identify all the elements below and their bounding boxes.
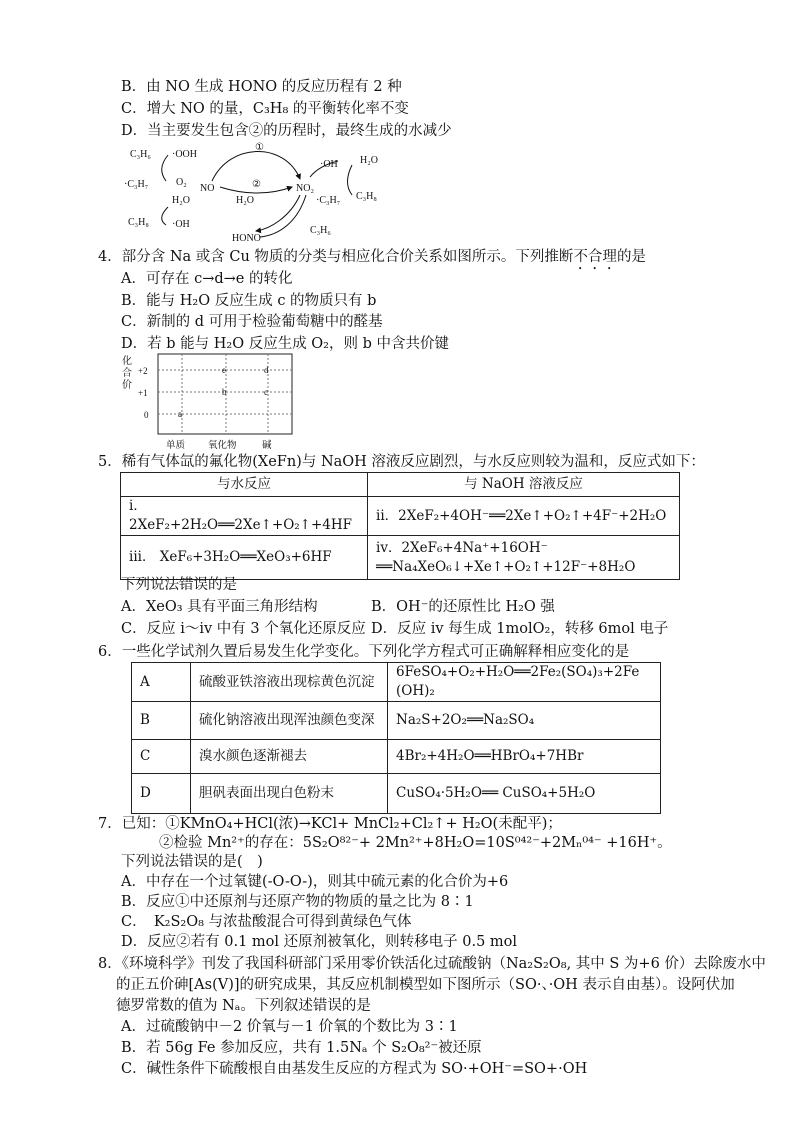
c3h8-right-label: C₃H₈ — [356, 191, 377, 202]
q6-phenomenon-a: 硫酸亚铁溶液出现棕黄色沉淀 — [191, 663, 388, 702]
q5-reaction-ii: ii．2XeF₂+4OH⁻══2Xe↑+O₂↑+4F⁻+2H₂O — [368, 497, 680, 536]
q7-line-1: 7．已知：①KMnO₄+HCl(浓)→KCl+ MnCl₂+Cl₂↑+ H₂O(未配平)； — [98, 816, 562, 832]
q4-option-b: B．能与 H₂O 反应生成 c 的物质只有 b — [121, 293, 377, 309]
q4-valence-chart — [118, 352, 298, 452]
q5-ask: 下列说法错误的是 — [121, 577, 237, 593]
q5-option-d: D．反应 iv 每生成 1molO₂，转移 6mol 电子 — [371, 621, 669, 637]
point-d: d — [264, 365, 269, 375]
q6-stem: 6．一些化学试剂久置后易发生化学变化。下列化学方程式可正确解释相应变化的是 — [98, 644, 630, 660]
q8-line-3: 德罗常数的值为 Nₐ。下列叙述错误的是 — [116, 998, 371, 1014]
q6-key-d: D — [132, 774, 191, 814]
q6-key-a: A — [132, 663, 191, 702]
q8-option-c: C．碱性条件下硫酸根自由基发生反应的方程式为 SO·+OH⁻=SO+·OH — [121, 1061, 588, 1077]
h2o-mid-label: H₂O — [236, 195, 254, 206]
ooh-label: ·OOH — [172, 149, 197, 160]
q5-option-a: A．XeO₃ 具有平面三角形结构 — [121, 599, 318, 615]
q3-option-d: D．当主要发生包含②的历程时，最终生成的水减少 — [121, 123, 452, 139]
tick-plus2: +2 — [138, 366, 148, 376]
q7-option-a: A．中存在一个过氧键(-O-O-)，则其中硫元素的化合价为+6 — [121, 874, 509, 890]
chart-y-title — [122, 354, 132, 391]
point-c: c — [264, 387, 268, 397]
h2o-right-label: H₂O — [360, 155, 378, 166]
q7-line-2: ②检验 Mn²⁺的存在：5S₂O⁸²⁻+ 2Mn²⁺+8H₂O=10S⁰⁴²⁻+2Mₙ⁰⁴⁻ +16H⁺。 — [159, 835, 672, 851]
circled-1: ① — [255, 142, 264, 153]
o2-label: O₂ — [176, 177, 187, 188]
q5-reaction-iii: iii． XeF₆+3H₂O══XeO₃+6HF — [121, 536, 368, 580]
q3-option-c: C．增大 NO 的量，C₃H₈ 的平衡转化率不变 — [121, 101, 409, 117]
q7-ask: 下列说法错误的是( ) — [121, 854, 263, 870]
q6-equation-b: Na₂S+2O₂══Na₂SO₄ — [388, 702, 661, 740]
q4-option-c: C．新制的 d 可用于检验葡萄糖中的醛基 — [121, 314, 383, 330]
q6-equation-a: 6FeSO₄+O₂+H₂O══2Fe₂(SO₄)₃+2Fe (OH)₂ — [388, 663, 661, 702]
c3h6-right-label: C₃H₆ — [310, 225, 331, 236]
point-b: b — [222, 387, 227, 397]
q7-option-c: C． K₂S₂O₈ 与浓盐酸混合可得到黄绿色气体 — [121, 914, 412, 930]
ylabel-char-3: 价 — [122, 380, 132, 391]
q6-phenomenon-b: 硫化钠溶液出现浑浊颜色变深 — [191, 702, 388, 740]
x-label-oxide: 氧化物 — [208, 441, 237, 451]
ylabel-char-1: 化 — [122, 356, 132, 367]
q6-key-c: C — [132, 740, 191, 774]
x-label-base: 碱 — [262, 441, 272, 451]
point-e: e — [222, 365, 226, 375]
q8-option-b: B．若 56g Fe 参加反应，共有 1.5Nₐ 个 S₂O₈²⁻被还原 — [121, 1040, 482, 1056]
tick-plus1: +1 — [138, 388, 148, 398]
table-row — [132, 663, 661, 702]
q6-equation-c: 4Br₂+4H₂O══HBrO₄+7HBr — [388, 740, 661, 774]
q4-stem: 4．部分含 Na 或含 Cu 物质的分类与相应化合价关系如图所示。下列推断不合理的是 — [98, 249, 646, 265]
q4-option-a: A．可存在 c→d→e 的转化 — [121, 271, 293, 287]
ylabel-char-2: 合 — [122, 368, 132, 379]
table-row — [132, 740, 661, 774]
h2o-left-label: H₂O — [172, 195, 190, 206]
oh-left-label: ·OH — [172, 219, 190, 230]
no2-label: NO₂ — [296, 183, 314, 194]
q8-option-a: A．过硫酸钠中－2 价氧与－1 价氧的个数比为 3∶1 — [121, 1019, 458, 1035]
q5-option-b: B．OH⁻的还原性比 H₂O 强 — [371, 599, 555, 615]
q3-reaction-diagram — [120, 137, 380, 247]
q4-option-d: D．若 b 能与 H₂O 反应生成 O₂，则 b 中含共价键 — [121, 336, 449, 352]
q5-reaction-table — [120, 472, 680, 580]
q6-phenomenon-d: 胆矾表面出现白色粉末 — [191, 774, 388, 814]
c3h8-left-label: C₃H₈ — [128, 217, 149, 228]
q6-key-b: B — [132, 702, 191, 740]
oh-right-label: ·OH — [320, 159, 338, 170]
q7-option-d: D．反应②若有 0.1 mol 还原剂被氧化，则转移电子 0.5 mol — [121, 934, 518, 950]
q5-reaction-i: i．2XeF₂+2H₂O══2Xe↑+O₂↑+4HF — [121, 497, 368, 536]
q6-equation-d: CuSO₄·5H₂O══ CuSO₄+5H₂O — [388, 774, 661, 814]
q8-line-1: 8．《环境科学》刊发了我国科研部门采用零价铁活化过硫酸钠（Na₂S₂O₈, 其中 S 为+6 价）去除废水中 — [98, 956, 766, 972]
c3h7-right-label: ·C₃H₇ — [316, 195, 341, 206]
circled-2: ② — [252, 179, 261, 190]
q5-option-c: C．反应 i～iv 中有 3 个氧化还原反应 — [121, 621, 366, 637]
q8-line-2: 的正五价砷[As(V)]的研究成果，其反应机制模型如下图所示（SO·、·OH 表示自由基）。设阿伏加 — [116, 977, 735, 993]
point-a: a — [178, 409, 182, 419]
c3h7-label: ·C₃H₇ — [124, 179, 149, 190]
q5-stem: 5．稀有气体氙的氟化物(XeFn)与 NaOH 溶液反应剧烈，与水反应则较为温和，反应式如下： — [98, 454, 705, 470]
q5-header-naoh: 与 NaOH 溶液反应 — [368, 473, 680, 497]
no-label: NO — [200, 183, 215, 194]
q3-option-b: B．由 NO 生成 HONO 的反应历程有 2 种 — [121, 79, 402, 95]
q5-reaction-iv: iv．2XeF₆+4Na⁺+16OH⁻ ══Na₄XeO₆↓+Xe↑+O₂↑+12F⁻+8H₂O — [368, 536, 680, 580]
q5-header-water: 与水反应 — [121, 473, 368, 497]
q7-option-b: B．反应①中还原剂与还原产物的物质的量之比为 8∶1 — [121, 894, 474, 910]
table-row — [132, 702, 661, 740]
tick-zero: 0 — [144, 410, 149, 420]
hono-label: HONO — [232, 233, 261, 244]
c3h6-label: C₃H₆ — [130, 149, 151, 160]
q6-table — [131, 662, 661, 814]
table-row — [132, 774, 661, 814]
q6-phenomenon-c: 溴水颜色逐渐褪去 — [191, 740, 388, 774]
x-label-elem: 单质 — [166, 441, 186, 451]
